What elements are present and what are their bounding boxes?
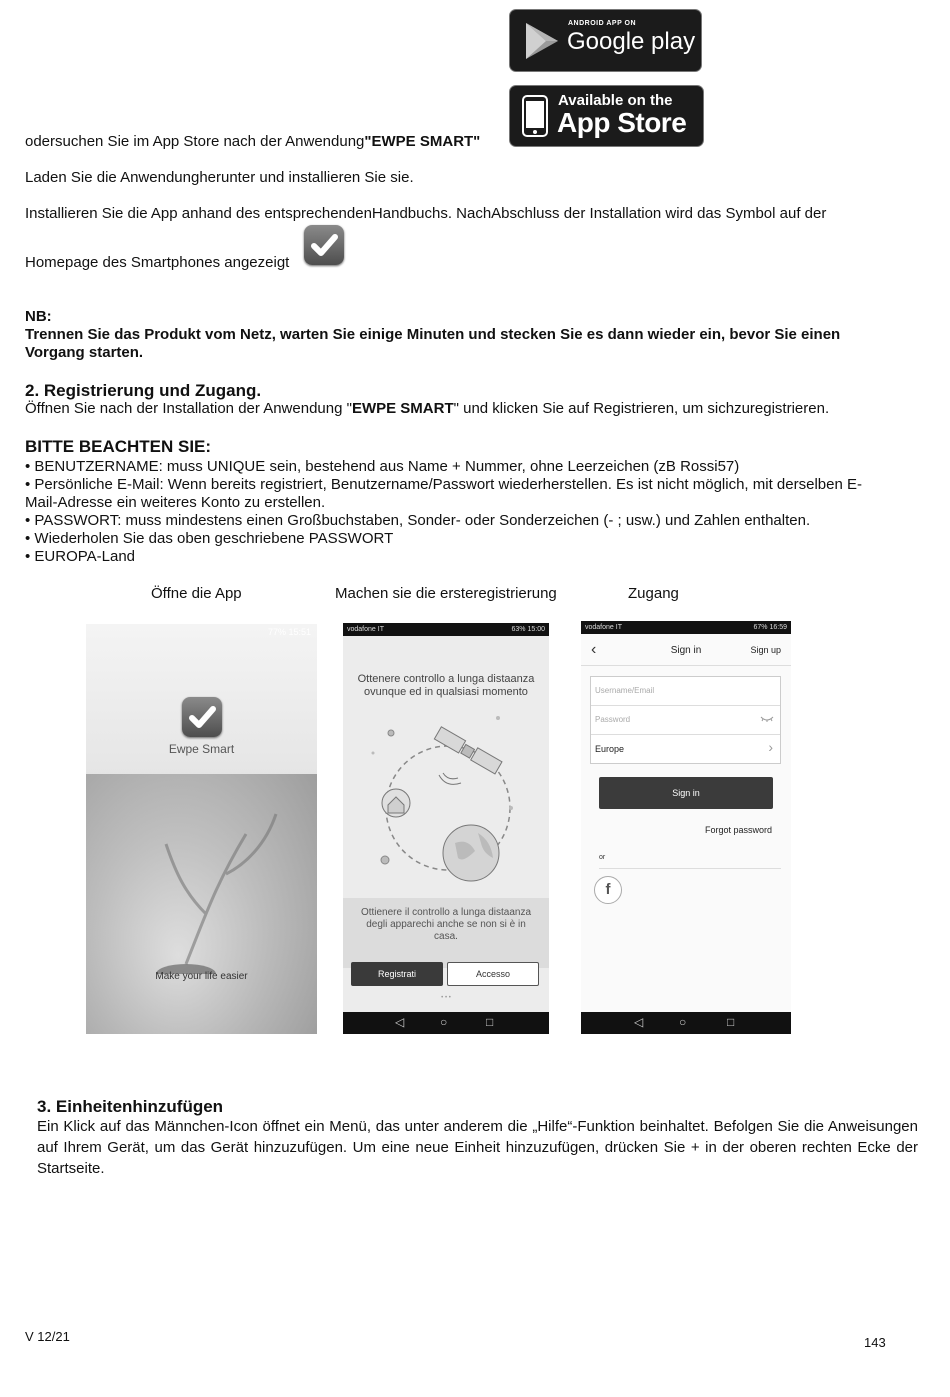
nb-label: NB: (25, 308, 52, 325)
android-nav-bar (343, 1012, 549, 1034)
nb-line-2: Vorgang starten. (25, 344, 144, 361)
forgot-password-link[interactable]: Forgot password (704, 825, 772, 835)
intro-line-4: Homepage des Smartphones angezeigt (25, 254, 290, 271)
section-2-text (25, 400, 829, 418)
intro-line-2: Laden Sie die Anwendungherunter und installieren Sie sie. (25, 169, 414, 186)
checkmark-icon (304, 225, 344, 265)
google-play-big-text: Google play (567, 28, 696, 55)
phone-screenshot-signin (581, 621, 791, 1034)
header-divider (581, 665, 791, 666)
recents-icon[interactable]: □ (727, 1015, 735, 1029)
status-battery-time: 67% 16:59 (753, 624, 787, 631)
signup-link[interactable]: Sign up (750, 645, 781, 655)
section-3-heading: 3. Einheitenhinzufügen (37, 1097, 224, 1116)
recents-icon[interactable]: □ (486, 1015, 494, 1029)
section-2-text-c: " und klicken Sie auf Registrieren, um sichzuregistrieren. (453, 400, 830, 417)
section-3-text: Ein Klick auf das Männchen-Icon öffnet ein Menü, das unter anderem die „Hilfe“-Funktion beinhaltet. Befolgen Sie die Anweisungen auf Ihrem Gerät, um das Gerät hinzuzufügen. Um eine neue Einheit hinzuzufügen, drücken Sie + in der oberen rechten Ecke der Startseite. (37, 1118, 918, 1177)
page-number: 143 (864, 1335, 886, 1350)
or-divider (599, 868, 781, 869)
back-icon[interactable]: ◁ (395, 1015, 405, 1029)
note-email-2: Mail-Adresse ein weiteres Konto zu erstellen. (25, 494, 326, 511)
status-text: 77% 15:51 (267, 627, 311, 637)
notes-heading: BITTE BEACHTEN SIE: (25, 437, 212, 456)
note-repeat-password: • Wiederholen Sie das oben geschriebene PASSWORT (25, 530, 394, 547)
note-password: • PASSWORT: muss mindestens einen Großbuchstaben, Sonder- oder Sonderzeichen (- ; usw.) und Zahlen enthalten. (25, 512, 811, 529)
username-input[interactable]: Username/Email (595, 686, 655, 695)
intro-line-1-text: odersuchen Sie im App Store nach der Anwendung (25, 133, 365, 150)
caption-first-registration: Machen sie die ersteregistrierung (335, 585, 557, 602)
access-button[interactable]: Accesso (447, 962, 539, 986)
facebook-icon[interactable]: f (594, 876, 622, 904)
app-name-highlight: "EWPE SMART" (364, 133, 481, 150)
note-username: • BENUTZERNAME: muss UNIQUE sein, bestehend aus Name + Nummer, ohne Leerzeichen (zB Rossi57) (25, 458, 740, 475)
nb-line-1: Trennen Sie das Produkt vom Netz, warten Sie einige Minuten und stecken Sie es dann wieder ein, bevor Sie einen (25, 326, 841, 343)
register-button[interactable]: Registrati (351, 962, 443, 986)
status-carrier: vodafone IT (585, 624, 622, 631)
note-email-1: • Persönliche E-Mail: Wenn bereits registriert, Benutzername/Passwort wiederherstellen. Es ist nicht möglich, mit derselben E- (25, 476, 862, 493)
app-store-big-text: App Store (557, 107, 687, 138)
hidden-eye-icon[interactable] (760, 715, 774, 723)
section-2-app-name: EWPE SMART (351, 400, 454, 417)
branch-illustration (146, 774, 306, 974)
status-bar (581, 621, 791, 634)
signin-title: Sign in (670, 645, 702, 656)
splash-tagline: Make your life easier (155, 971, 248, 982)
field-divider (591, 705, 780, 706)
ewpe-smart-app-icon (304, 225, 344, 265)
status-carrier: vodafone IT (347, 626, 384, 633)
home-icon[interactable]: ○ (440, 1015, 448, 1029)
status-battery-time: 63% 15:00 (511, 626, 545, 633)
intro-line-1 (25, 133, 480, 151)
status-bar (343, 623, 549, 636)
onboarding-subtext: Ottienere il controllo a lunga distaanza degli apparechi anche se non si è in casa. (360, 907, 532, 942)
phone-icon (522, 95, 548, 137)
caption-access: Zugang (628, 585, 679, 602)
back-icon[interactable]: ◁ (634, 1015, 644, 1029)
app-store-small-text: Available on the (558, 92, 673, 109)
google-play-small-text: ANDROID APP ON (568, 20, 637, 27)
splash-app-icon (182, 697, 222, 737)
caption-open-app: Öffne die App (151, 585, 242, 602)
section-2-text-a: Öffnen Sie nach der Installation der Anwendung " (25, 400, 352, 417)
phone-screenshot-splash (86, 624, 317, 1034)
chevron-right-icon: › (768, 739, 773, 755)
password-input[interactable]: Password (595, 715, 631, 724)
region-selector[interactable]: Europe (595, 744, 625, 754)
credentials-box (590, 676, 781, 764)
home-icon[interactable]: ○ (679, 1015, 687, 1029)
page-dots: • • • (441, 995, 451, 1001)
app-store-badge[interactable] (509, 85, 704, 147)
android-nav-bar (581, 1012, 791, 1034)
signin-button[interactable]: Sign in (599, 777, 773, 809)
section-2-heading: 2. Registrierung und Zugang. (25, 381, 262, 400)
version-label: V 12/21 (25, 1329, 70, 1344)
onboarding-headline: Ottenere controllo a lunga distaanza ovunque ed in qualsiasi momento (357, 673, 535, 698)
back-arrow-icon[interactable]: ‹ (591, 641, 597, 658)
google-play-icon (522, 21, 562, 61)
satellite-illustration (363, 713, 533, 913)
splash-app-name: Ewpe Smart (168, 742, 235, 756)
or-separator: or (599, 854, 606, 861)
intro-line-3: Installieren Sie die App anhand des entsprechendenHandbuchs. NachAbschluss der Installation wird das Symbol auf der (25, 205, 827, 222)
google-play-badge[interactable] (509, 9, 702, 72)
phone-screenshot-register (343, 623, 549, 1034)
checkmark-icon (182, 697, 222, 737)
field-divider (591, 734, 780, 735)
note-country: • EUROPA-Land (25, 548, 136, 565)
